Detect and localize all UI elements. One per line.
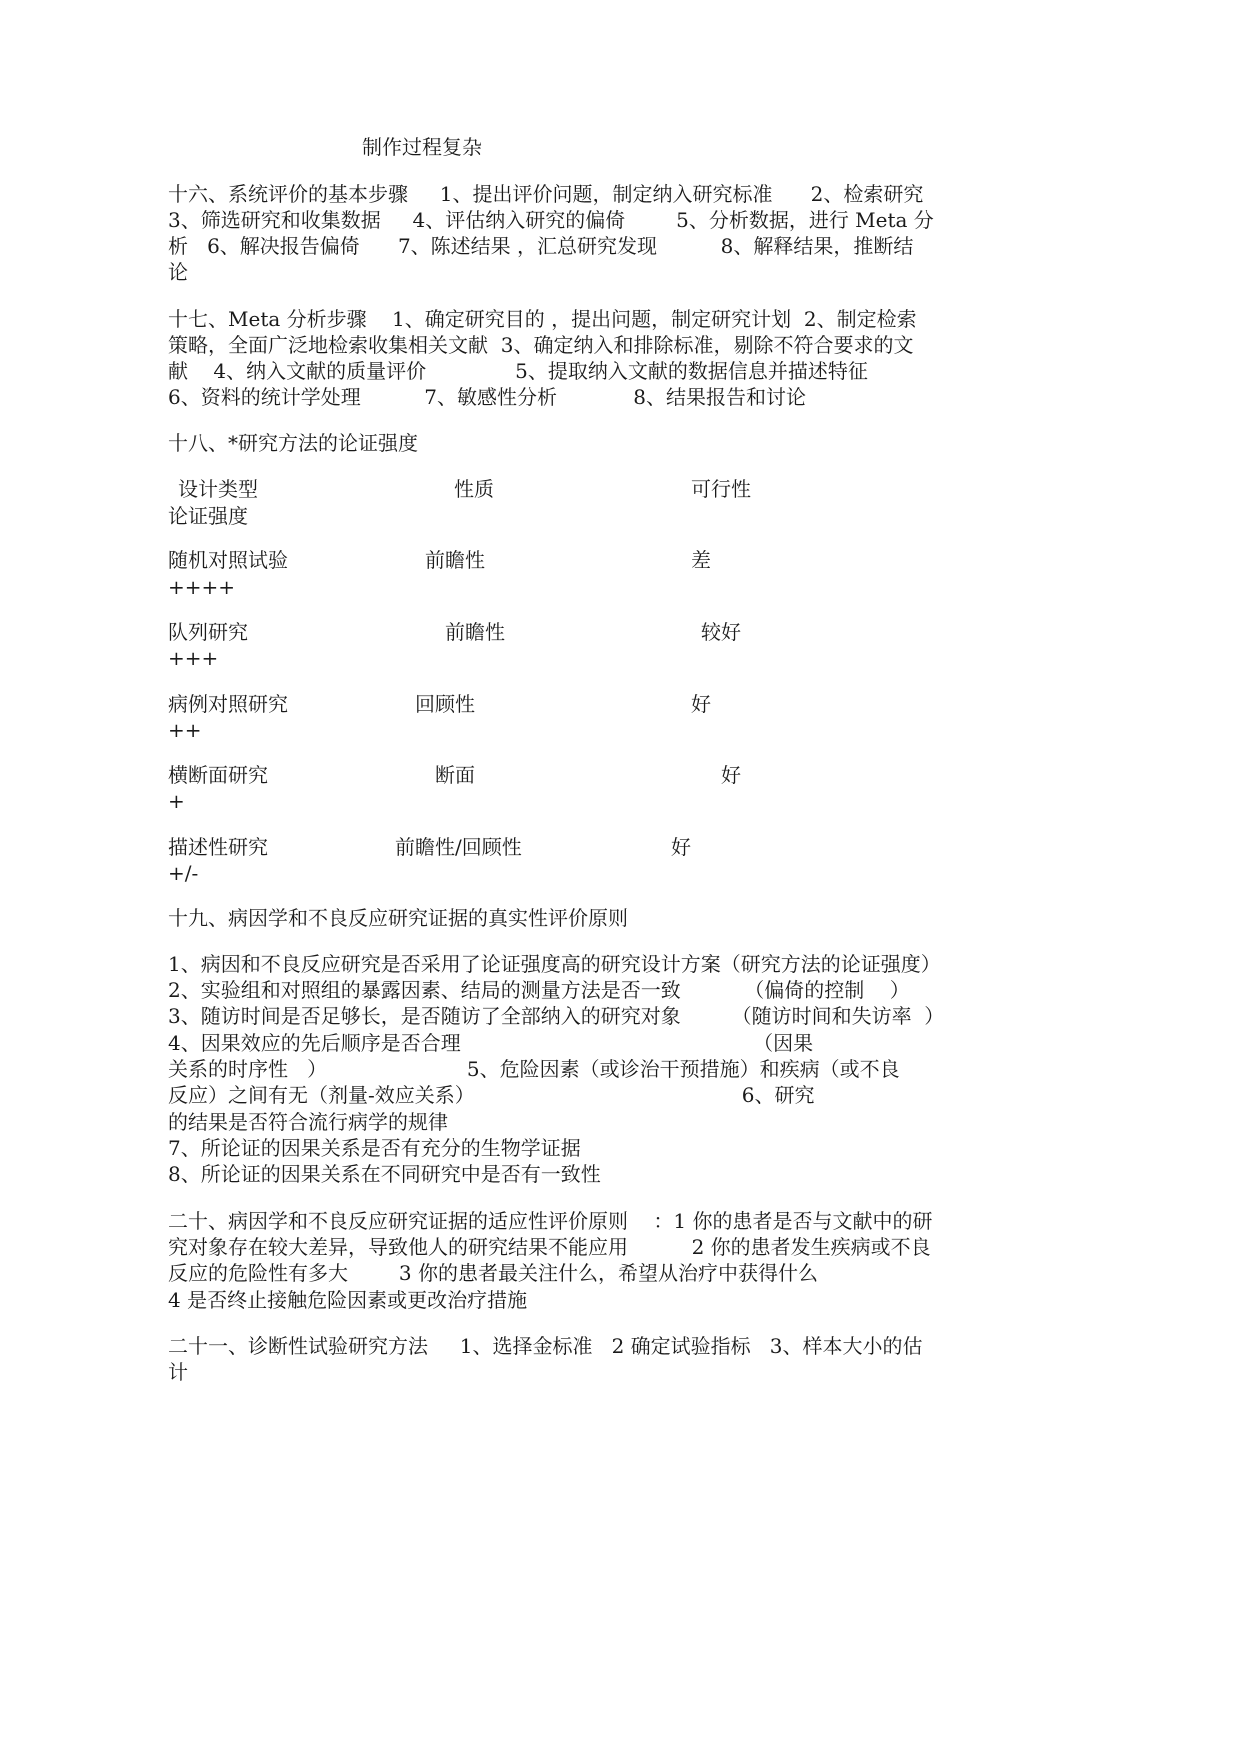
text-line: 2、实验组和对照组的暴露因素、结局的测量方法是否一致 （偏倚的控制 ） [168, 978, 910, 1002]
heading-17: 十七、Meta 分析步骤 1、确定研究目的 ，提出问题，制定研究计划 2、制定检索 [168, 307, 917, 331]
table-cell: 队列研究 [168, 620, 248, 644]
table-cell: ++++ [168, 575, 236, 599]
table-cell: 好 [671, 835, 691, 859]
table-cell: 好 [691, 692, 711, 716]
table-cell: 断面 [435, 763, 475, 787]
table-cell: +/- [168, 861, 199, 885]
text-line: 关系的时序性 ） 5、危险因素（或诊治干预措施）和疾病（或不良 [168, 1057, 900, 1081]
text-line: 4、因果效应的先后顺序是否合理 （因果 [168, 1031, 814, 1055]
table-cell: + [168, 789, 185, 813]
text-line: 的结果是否符合流行病学的规律 [168, 1110, 448, 1134]
table-cell: 前瞻性 [445, 620, 505, 644]
table-cell: 描述性研究 [168, 835, 268, 859]
table-header: 性质 [454, 477, 494, 501]
table-cell: 较好 [701, 620, 741, 644]
table-cell: 差 [691, 548, 711, 572]
table-header: 论证强度 [168, 504, 248, 528]
text-line: 7、所论证的因果关系是否有充分的生物学证据 [168, 1136, 581, 1160]
text-line: 策略，全面广泛地检索收集相关文献 3、确定纳入和排除标准，剔除不符合要求的文 [168, 333, 914, 357]
table-cell: 前瞻性 [425, 548, 485, 572]
heading-18: 十八、*研究方法的论证强度 [168, 431, 418, 455]
heading-19: 十九、病因学和不良反应研究证据的真实性评价原则 [168, 906, 628, 930]
table-cell: 好 [721, 763, 741, 787]
text-line: 8、所论证的因果关系在不同研究中是否有一致性 [168, 1162, 601, 1186]
text-line: 4 是否终止接触危险因素或更改治疗措施 [168, 1288, 528, 1312]
table-cell: 随机对照试验 [168, 548, 288, 572]
heading-21: 二十一、诊断性试验研究方法 1、选择金标准 2 确定试验指标 3、样本大小的估 [168, 1334, 923, 1358]
table-header: 设计类型 [178, 477, 258, 501]
heading-20: 二十、病因学和不良反应研究证据的适应性评价原则 ：1 你的患者是否与文献中的研 [168, 1209, 933, 1233]
table-cell: +++ [168, 646, 219, 670]
text-line: 6、资料的统计学处理 7、敏感性分析 8、结果报告和讨论 [168, 385, 807, 409]
table-header: 可行性 [691, 477, 751, 501]
text-line: 制作过程复杂 [362, 135, 482, 159]
text-line: 论 [168, 260, 188, 284]
table-cell: ++ [168, 718, 202, 742]
text-line: 3、筛选研究和收集数据 4、评估纳入研究的偏倚 5、分析数据，进行 Meta 分 [168, 208, 934, 232]
table-cell: 回顾性 [415, 692, 475, 716]
text-line: 反应）之间有无（剂量-效应关系） 6、研究 [168, 1083, 815, 1107]
table-cell: 病例对照研究 [168, 692, 288, 716]
text-line: 计 [168, 1360, 188, 1384]
heading-16: 十六、系统评价的基本步骤 1、提出评价问题，制定纳入研究标准 2、检索研究 [168, 182, 924, 206]
text-line: 献 4、纳入文献的质量评价 5、提取纳入文献的数据信息并描述特征 [168, 359, 868, 383]
text-line: 3、随访时间是否足够长，是否随访了全部纳入的研究对象 （随访时间和失访率 ） [168, 1004, 945, 1028]
text-line: 究对象存在较大差异，导致他人的研究结果不能应用 2 你的患者发生疾病或不良 [168, 1235, 931, 1259]
text-line: 反应的危险性有多大 3 你的患者最关注什么，希望从治疗中获得什么 [168, 1261, 818, 1285]
text-line: 1、病因和不良反应研究是否采用了论证强度高的研究设计方案（研究方法的论证强度） [168, 952, 941, 976]
text-line: 析 6、解决报告偏倚 7、陈述结果 ，汇总研究发现 8、解释结果，推断结 [168, 234, 914, 258]
table-cell: 前瞻性/回顾性 [395, 835, 522, 859]
table-cell: 横断面研究 [168, 763, 268, 787]
